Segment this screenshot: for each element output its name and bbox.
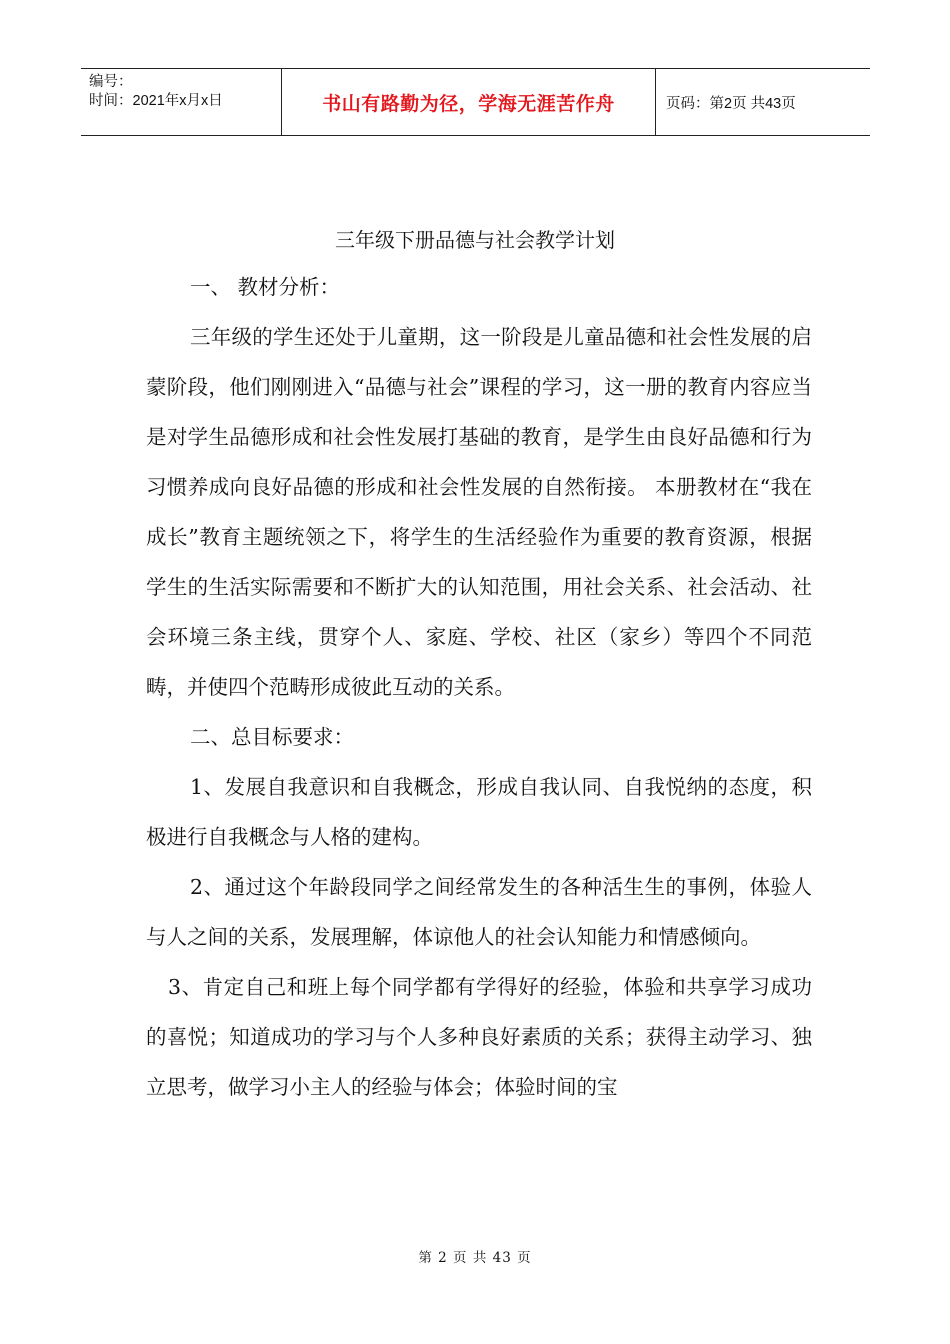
- document-body: [146, 262, 812, 1112]
- number-label: 编号：: [89, 74, 133, 90]
- header-motto: 书山有路勤为径，学海无涯苦作舟: [281, 69, 656, 135]
- document-title: 三年级下册品德与社会教学计划: [335, 228, 615, 252]
- section1-heading: 一、 教材分析：: [190, 275, 341, 299]
- page-header: [81, 68, 870, 136]
- goal-item-3: 3、肯定自己和班上每个同学都有学得好的经验，体验和共享学习成功的喜悦；知道成功的学习与个人多种良好素质的关系；获得主动学习、独立思考，做学习小主人的经验与体会；体验时间的宝: [146, 975, 812, 1099]
- goal-item-1: 1、发展自我意识和自我概念，形成自我认同、自我悦纳的态度，积极进行自我概念与人格的建构。: [146, 775, 812, 849]
- page-footer: 第 2 页 共 43 页: [418, 1250, 532, 1266]
- time-label: 时间：2021年x月x日: [89, 93, 223, 109]
- goal-item-2: 2、通过这个年龄段同学之间经常发生的各种活生生的事例，体验人与人之间的关系，发展理解，体谅他人的社会认知能力和情感倾向。: [146, 875, 812, 949]
- header-page-info: 页码：第2页 共43页: [666, 95, 796, 112]
- section1-paragraph: 三年级的学生还处于儿童期，这一阶段是儿童品德和社会性发展的启蒙阶段，他们刚刚进入“品德与社会”课程的学习，这一册的教育内容应当是对学生品德形成和社会性发展打基础的教育，是学生由良好品德和行为习惯养成向良好品德的形成和社会性发展的自然衔接。 本册教材在“我在成长”教育主题统领之下，将学生的生活经验作为重要的教育资源，根据学生的生活实际需要和不断扩大的认知范围，用社会关系、社会活动、社会环境三条主线，贯穿个人、家庭、学校、社区（家乡）等四个不同范畴，并使四个范畴形成彼此互动的关系。: [146, 325, 812, 699]
- header-meta: [81, 69, 281, 135]
- section2-heading: 二、总目标要求：: [190, 725, 354, 749]
